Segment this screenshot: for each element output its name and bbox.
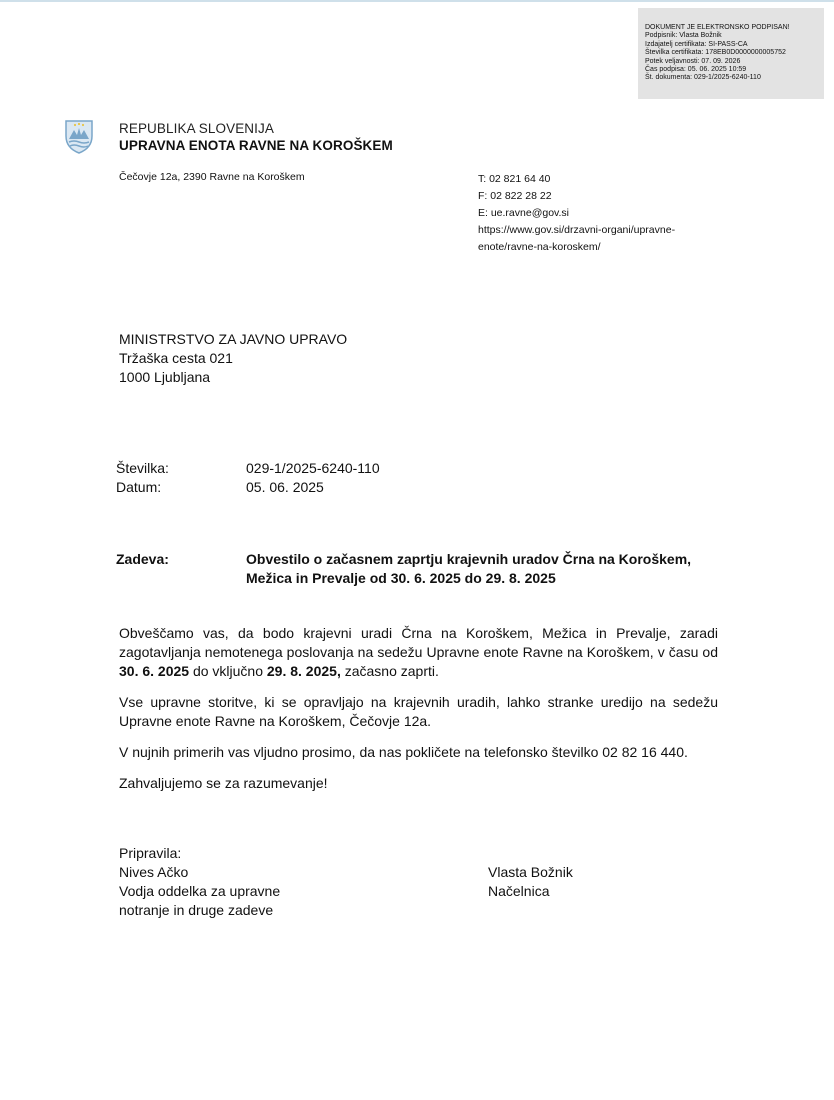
number-label: Številka: [116,460,169,476]
fax: F: 02 822 28 22 [478,190,552,202]
letter-body [119,624,718,805]
subject [116,550,716,588]
prepared-label: Pripravila: [119,845,182,861]
subject-line1: Obvestilo o začasnem zaprtju krajevnih uradov Črna na Koroškem, [246,551,692,567]
date-value: 05. 06. 2025 [246,479,324,495]
number-value: 029-1/2025-6240-110 [246,460,380,476]
recipient-line: 1000 Ljubljana [119,369,211,385]
recipient-line: Tržaška cesta 021 [119,350,233,366]
start-date: 30. 6. 2025 [119,663,190,679]
paragraph-2: Vse upravne storitve, ki se opravljajo na krajevnih uradih, lahko stranke uredijo na sedežu Upravne enote Ravne na Koroškem, Čečovje 12a. [119,694,718,729]
paragraph-1: Obveščamo vas, da bodo krajevni uradi Črna na Koroškem, Mežica in Prevalje, zaradi zagotavljanja nemotenega poslovanja na sedežu Upravne enote Ravne na Koroškem, v času od 30. 6. 2025 do vključno 29. 8. 2025, začasno zaprti. [119,625,718,679]
top-border-line [0,0,834,2]
head-title: Načelnica [488,883,550,899]
contact-block [478,171,675,256]
org-name: UPRAVNA ENOTA RAVNE NA KOROŠKEM [119,138,393,153]
email[interactable]: E: ue.ravne@gov.si [478,207,570,219]
signature-line: Potek veljavnosti: 07. 09. 2026 [645,57,741,65]
signature-head [488,863,573,901]
subject-text [246,550,716,588]
signature-line: Številka certifikata: 178EB0D0000000005752 [645,49,786,57]
date-label: Datum: [116,479,162,495]
website-line2[interactable]: enote/ravne-na-koroskem/ [478,241,601,253]
org-country: REPUBLIKA SLOVENIJA [119,121,274,136]
signature-prepared-by [119,844,280,920]
document-meta [116,459,380,497]
signature-line: DOKUMENT JE ELEKTRONSKO PODPISAN! [645,24,790,31]
recipient-address [119,330,347,387]
signature-line: Čas podpisa: 05. 06. 2025 10:59 [645,66,747,74]
subject-label: Zadeva: [116,551,169,567]
preparer-title-line1: Vodja oddelka za upravne [119,883,281,899]
phone: T: 02 821 64 40 [478,173,551,185]
paragraph-4: Zahvaljujemo se za razumevanje! [119,775,328,791]
paragraph-3: V nujnih primerih vas vljudno prosimo, da nas pokličete na telefonsko številko 02 82 16 440. [119,744,688,760]
signature-line: Podpisnik: Vlasta Božnik [645,32,722,40]
sender-address: Čečovje 12a, 2390 Ravne na Koroškem [119,171,305,183]
electronic-signature-box [638,8,824,99]
signature-line: Št. dokumenta: 029-1/2025-6240-110 [645,74,761,82]
preparer-title-line2: notranje in druge zadeve [119,902,274,918]
preparer-name: Nives Ačko [119,864,189,880]
head-name: Vlasta Božnik [488,864,573,880]
coat-of-arms-icon [64,118,94,154]
website-line1[interactable]: https://www.gov.si/drzavni-organi/upravne- [478,224,676,236]
signature-line: Izdajatelj certifikata: SI-PASS-CA [645,40,748,48]
end-date: 29. 8. 2025, [266,663,341,679]
subject-line2: Mežica in Prevalje od 30. 6. 2025 do 29. 8. 2025 [246,570,556,586]
recipient-line: MINISTRSTVO ZA JAVNO UPRAVO [119,331,348,347]
